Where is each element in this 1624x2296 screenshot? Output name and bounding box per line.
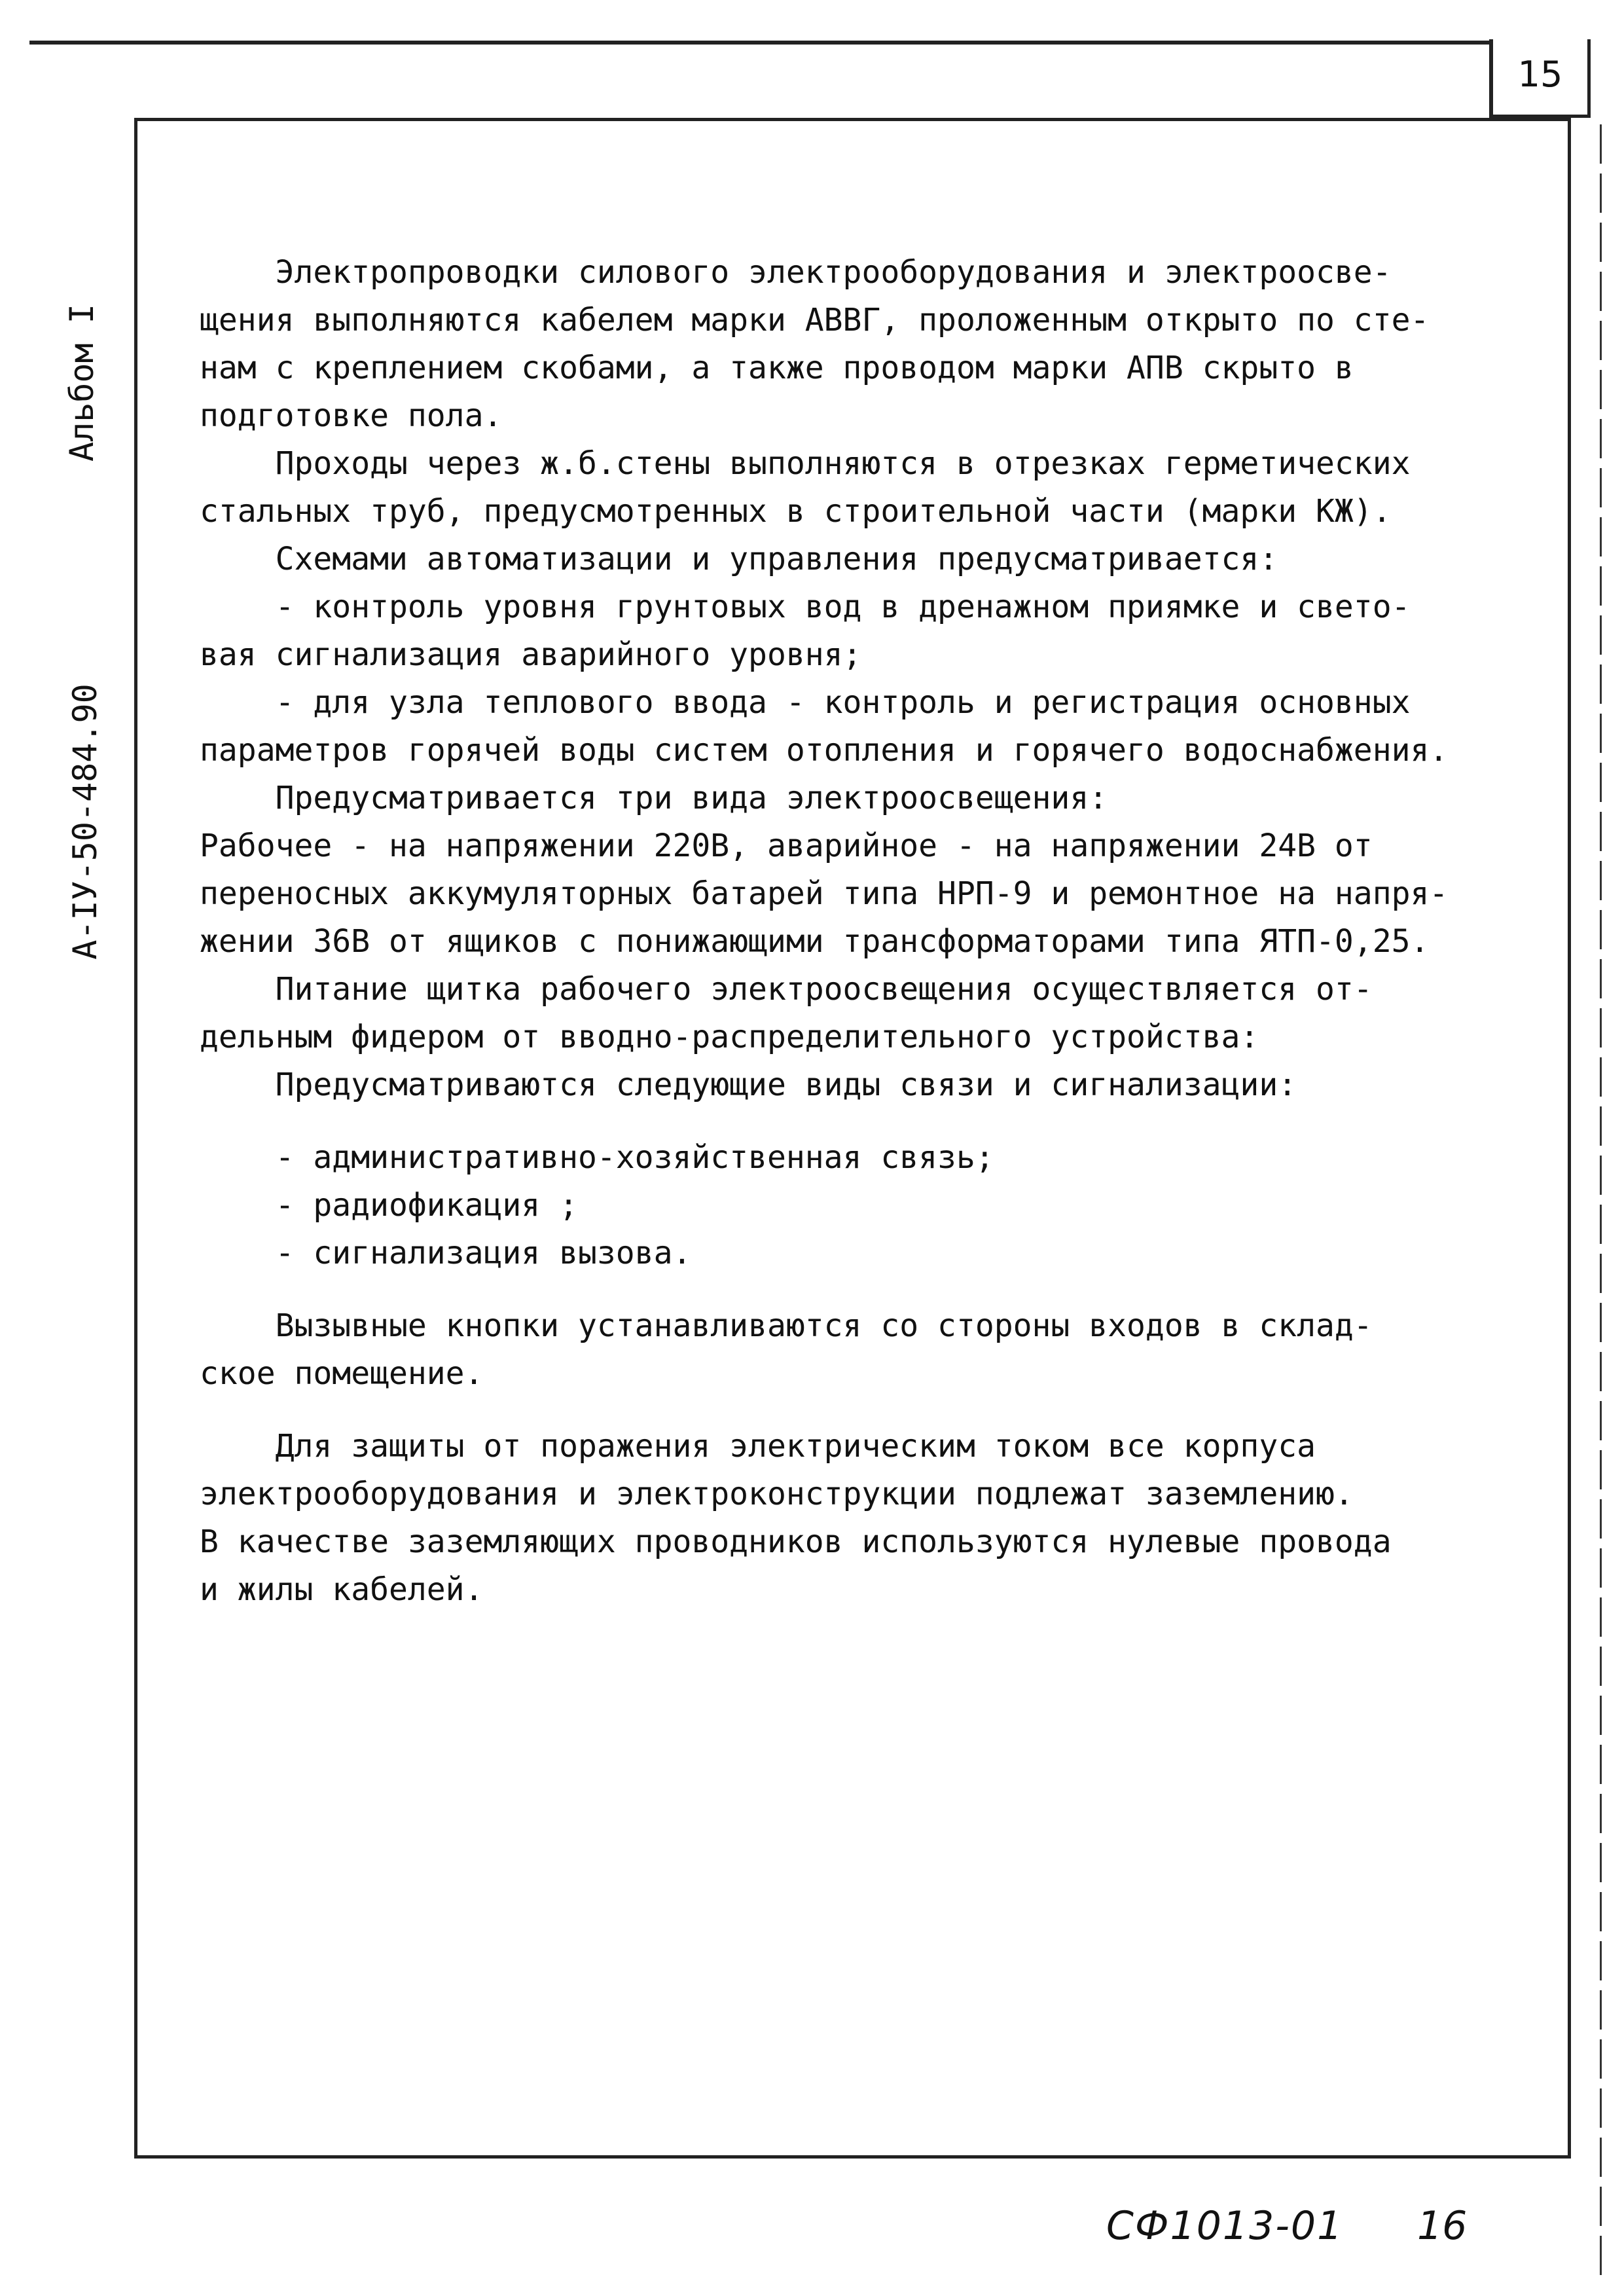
document-stamp: СФ1013-01 bbox=[1106, 2203, 1344, 2249]
body-line: подготовке пола. bbox=[200, 397, 503, 434]
spacer bbox=[200, 1398, 1515, 1423]
body-line: Электропроводки силового электрооборудования и электроосве- bbox=[200, 254, 1392, 291]
body-line: Питание щитка рабочего электроосвещения осуществляется от- bbox=[200, 971, 1373, 1008]
body-line: переносных аккумуляторных батарей типа НРП-9 и ремонтное на напря- bbox=[200, 875, 1449, 912]
top-rule bbox=[29, 41, 1489, 45]
page-number: 15 bbox=[1517, 54, 1563, 95]
body-line: жении 36В от ящиков с понижающими трансформаторами типа ЯТП-0,25. bbox=[200, 923, 1430, 960]
document-body bbox=[200, 249, 1515, 1614]
body-line: дельным фидером от вводно-распределительного устройства: bbox=[200, 1019, 1259, 1055]
spacer bbox=[200, 1277, 1515, 1302]
body-line: и жилы кабелей. bbox=[200, 1571, 484, 1608]
body-line: - для узла теплового ввода - контроль и регистрация основных bbox=[200, 684, 1411, 721]
body-line: щения выполняются кабелем марки АВВГ, проложенным открыто по сте- bbox=[200, 302, 1430, 338]
body-line: вая сигнализация аварийного уровня; bbox=[200, 636, 862, 673]
body-line: Схемами автоматизации и управления предусматривается: bbox=[200, 541, 1278, 577]
right-margin-rule bbox=[1600, 124, 1602, 2285]
page-number-box bbox=[1489, 39, 1591, 118]
list-item: - сигнализация вызова. bbox=[200, 1235, 692, 1271]
body-line: Предусматриваются следующие виды связи и сигнализации: bbox=[200, 1066, 1297, 1103]
side-album-label: Альбом I bbox=[63, 304, 101, 462]
body-line: ское помещение. bbox=[200, 1355, 484, 1392]
body-line: параметров горячей воды систем отопления и горячего водоснабжения. bbox=[200, 732, 1449, 769]
body-line: Вызывные кнопки устанавливаются со стороны входов в склад- bbox=[200, 1307, 1373, 1344]
body-line: Предусматривается три вида электроосвещения: bbox=[200, 780, 1108, 816]
list-item: - административно-хозяйственная связь; bbox=[200, 1139, 994, 1176]
body-line: нам с креплением скобами, а также проводом марки АПВ скрыто в bbox=[200, 350, 1354, 386]
spacer bbox=[200, 1109, 1515, 1134]
sheet-number: 16 bbox=[1417, 2203, 1468, 2249]
side-document-code: А-IУ-50-484.90 bbox=[66, 683, 104, 960]
body-line: Для защиты от поражения электрическим током все корпуса bbox=[200, 1428, 1316, 1465]
body-line: стальных труб, предусмотренных в строительной части (марки КЖ). bbox=[200, 493, 1392, 530]
body-line: Рабочее - на напряжении 220В, аварийное - на напряжении 24В от bbox=[200, 828, 1373, 864]
body-line: Проходы через ж.б.стены выполняются в отрезках герметических bbox=[200, 445, 1411, 482]
list-item: - радиофикация ; bbox=[200, 1187, 578, 1224]
body-line: электрооборудования и электроконструкции подлежат заземлению. bbox=[200, 1476, 1354, 1512]
body-line: - контроль уровня грунтовых вод в дренажном приямке и свето- bbox=[200, 589, 1411, 625]
body-line: В качестве заземляющих проводников используются нулевые провода bbox=[200, 1523, 1392, 1560]
